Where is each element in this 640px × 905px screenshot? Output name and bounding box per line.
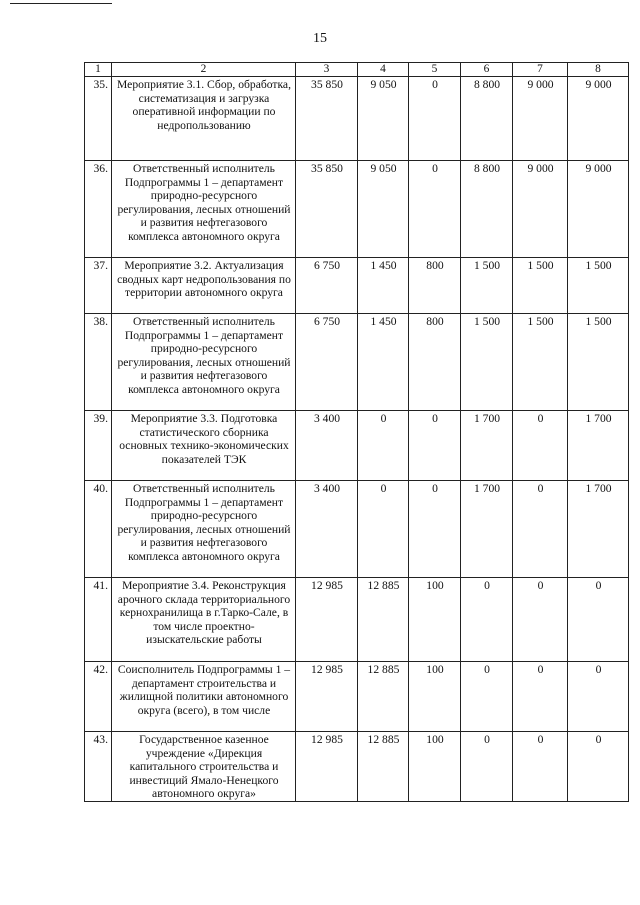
cell-col3: 6 750 — [296, 314, 358, 411]
table-row — [85, 732, 629, 802]
cell-col3: 12 985 — [296, 732, 358, 802]
cell-col8: 1 500 — [568, 314, 629, 411]
row-description: Мероприятие 3.2. Актуализация сводных карт недропользования по территории автономного округа — [112, 258, 296, 314]
cell-col6: 0 — [461, 732, 513, 802]
row-number: 36. — [85, 161, 112, 258]
col-header-2: 2 — [112, 63, 296, 77]
cell-col3: 3 400 — [296, 411, 358, 481]
cell-col6: 8 800 — [461, 77, 513, 161]
row-description: Ответственный исполнитель Подпрограммы 1 – департамент природно-ресурсного регулирования, лесных отношений и развития нефтегазового комплекса автономного округа — [112, 314, 296, 411]
row-number: 39. — [85, 411, 112, 481]
table-row — [85, 258, 629, 314]
cell-col8: 9 000 — [568, 161, 629, 258]
cell-col4: 0 — [358, 481, 409, 578]
col-header-3: 3 — [296, 63, 358, 77]
table-row — [85, 161, 629, 258]
row-number: 37. — [85, 258, 112, 314]
row-description: Мероприятие 3.1. Сбор, обработка, систематизация и загрузка оперативной информации по недропользованию — [112, 77, 296, 161]
row-number: 38. — [85, 314, 112, 411]
table-row — [85, 578, 629, 662]
cell-col7: 9 000 — [513, 161, 568, 258]
cell-col4: 1 450 — [358, 314, 409, 411]
page-number: 15 — [313, 31, 327, 46]
cell-col6: 1 700 — [461, 481, 513, 578]
row-number: 43. — [85, 732, 112, 802]
cell-col8: 0 — [568, 732, 629, 802]
cell-col4: 1 450 — [358, 258, 409, 314]
cell-col6: 1 700 — [461, 411, 513, 481]
cell-col7: 0 — [513, 411, 568, 481]
cell-col7: 0 — [513, 578, 568, 662]
cell-col3: 35 850 — [296, 161, 358, 258]
cell-col4: 9 050 — [358, 161, 409, 258]
cell-col7: 0 — [513, 662, 568, 732]
top-rule — [10, 3, 112, 4]
cell-col6: 1 500 — [461, 258, 513, 314]
cell-col5: 800 — [409, 314, 461, 411]
col-header-1: 1 — [85, 63, 112, 77]
cell-col6: 0 — [461, 578, 513, 662]
row-number: 40. — [85, 481, 112, 578]
cell-col4: 0 — [358, 411, 409, 481]
row-number: 35. — [85, 77, 112, 161]
cell-col4: 12 885 — [358, 732, 409, 802]
cell-col6: 8 800 — [461, 161, 513, 258]
row-description: Мероприятие 3.3. Подготовка статистического сборника основных технико-экономических показателей ТЭК — [112, 411, 296, 481]
cell-col8: 1 700 — [568, 411, 629, 481]
cell-col3: 3 400 — [296, 481, 358, 578]
cell-col5: 100 — [409, 662, 461, 732]
table-row — [85, 481, 629, 578]
cell-col5: 0 — [409, 77, 461, 161]
cell-col4: 12 885 — [358, 578, 409, 662]
row-description: Ответственный исполнитель Подпрограммы 1 – департамент природно-ресурсного регулирования, лесных отношений и развития нефтегазового комплекса автономного округа — [112, 481, 296, 578]
cell-col6: 0 — [461, 662, 513, 732]
cell-col5: 0 — [409, 411, 461, 481]
cell-col5: 800 — [409, 258, 461, 314]
table-row — [85, 411, 629, 481]
cell-col5: 100 — [409, 578, 461, 662]
row-description: Ответственный исполнитель Подпрограммы 1 – департамент природно-ресурсного регулирования, лесных отношений и развития нефтегазового комплекса автономного округа — [112, 161, 296, 258]
row-number: 41. — [85, 578, 112, 662]
col-header-6: 6 — [461, 63, 513, 77]
table-row — [85, 662, 629, 732]
cell-col8: 0 — [568, 578, 629, 662]
budget-table — [84, 62, 629, 802]
row-description: Соисполнитель Подпрограммы 1 – департамент строительства и жилищной политики автономного округа (всего), в том числе — [112, 662, 296, 732]
col-header-4: 4 — [358, 63, 409, 77]
cell-col3: 12 985 — [296, 662, 358, 732]
table-row — [85, 77, 629, 161]
cell-col7: 0 — [513, 481, 568, 578]
row-number: 42. — [85, 662, 112, 732]
table-row — [85, 314, 629, 411]
cell-col8: 1 700 — [568, 481, 629, 578]
col-header-7: 7 — [513, 63, 568, 77]
row-description: Государственное казенное учреждение «Дирекция капитального строительства и инвестиций Ямало-Ненецкого автономного округа» — [112, 732, 296, 802]
cell-col8: 0 — [568, 662, 629, 732]
row-description: Мероприятие 3.4. Реконструкция арочного склада территориального кернохранилища в г.Тарко-Сале, в том числе проектно-изыскательские работы — [112, 578, 296, 662]
cell-col8: 1 500 — [568, 258, 629, 314]
cell-col7: 1 500 — [513, 314, 568, 411]
cell-col5: 0 — [409, 481, 461, 578]
cell-col7: 1 500 — [513, 258, 568, 314]
col-header-5: 5 — [409, 63, 461, 77]
cell-col3: 35 850 — [296, 77, 358, 161]
header-row — [85, 63, 629, 77]
cell-col5: 0 — [409, 161, 461, 258]
cell-col7: 0 — [513, 732, 568, 802]
cell-col3: 12 985 — [296, 578, 358, 662]
cell-col8: 9 000 — [568, 77, 629, 161]
cell-col5: 100 — [409, 732, 461, 802]
cell-col4: 12 885 — [358, 662, 409, 732]
col-header-8: 8 — [568, 63, 629, 77]
cell-col3: 6 750 — [296, 258, 358, 314]
cell-col4: 9 050 — [358, 77, 409, 161]
cell-col7: 9 000 — [513, 77, 568, 161]
cell-col6: 1 500 — [461, 314, 513, 411]
